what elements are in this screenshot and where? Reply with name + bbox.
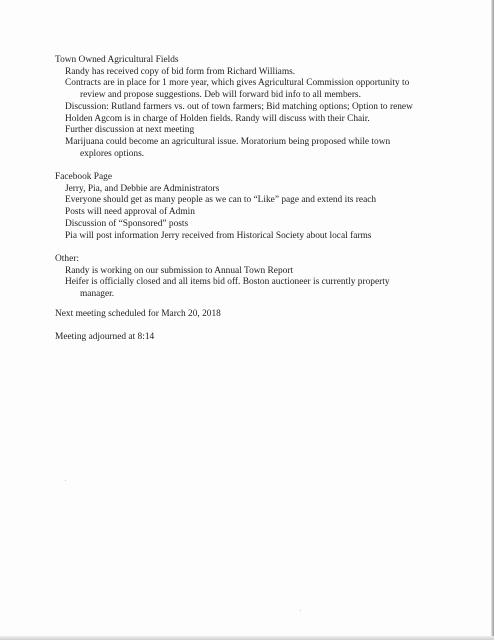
minutes-line: Contracts are in place for 1 more year, which gives Agricultural Commission opportunity to (65, 78, 410, 89)
minutes-body (55, 55, 475, 344)
scan-edge-bottom (0, 636, 494, 640)
minutes-line: Randy has received copy of bid form from Richard Williams. (65, 66, 296, 77)
section-other (55, 254, 475, 301)
minutes-line: Holden Agcom is in charge of Holden fields. Randy will discuss with their Chair. (65, 113, 370, 124)
minutes-line: Posts will need approval of Admin (65, 207, 195, 218)
scan-speck (65, 480, 66, 481)
minutes-line: Everyone should get as many people as we can to “Like” page and extend its reach (65, 195, 377, 206)
next-meeting: Next meeting scheduled for March 20, 2018 (55, 308, 221, 319)
minutes-line: Discussion: Rutland farmers vs. out of town farmers; Bid matching options; Option to renew (65, 101, 413, 112)
scan-speck (300, 610, 301, 611)
minutes-line: Discussion of “Sponsored” posts (65, 218, 189, 229)
meeting-adjourned: Meeting adjourned at 8:14 (55, 332, 155, 343)
section-heading: Town Owned Agricultural Fields (55, 55, 179, 65)
minutes-line: Heifer is officially closed and all items bid off. Boston auctioneer is currently property (65, 277, 390, 288)
minutes-line: explores options. (80, 148, 145, 159)
minutes-line: Marijuana could become an agricultural issue. Moratorium being proposed while town (65, 136, 391, 147)
section-agricultural-fields (55, 55, 475, 160)
minutes-line: Randy is working on our submission to Annual Town Report (65, 265, 294, 276)
minutes-line: Pia will post information Jerry received from Historical Society about local farms (65, 230, 372, 241)
minutes-line: manager. (80, 289, 115, 300)
section-facebook-page (55, 172, 475, 242)
section-heading: Facebook Page (55, 172, 113, 183)
minutes-line: review and propose suggestions. Deb will forward bid info to all members. (80, 90, 361, 101)
section-heading: Other: (55, 253, 79, 264)
minutes-line: Further discussion at next meeting (65, 125, 195, 136)
minutes-line: Jerry, Pia, and Debbie are Administrators (65, 183, 220, 194)
